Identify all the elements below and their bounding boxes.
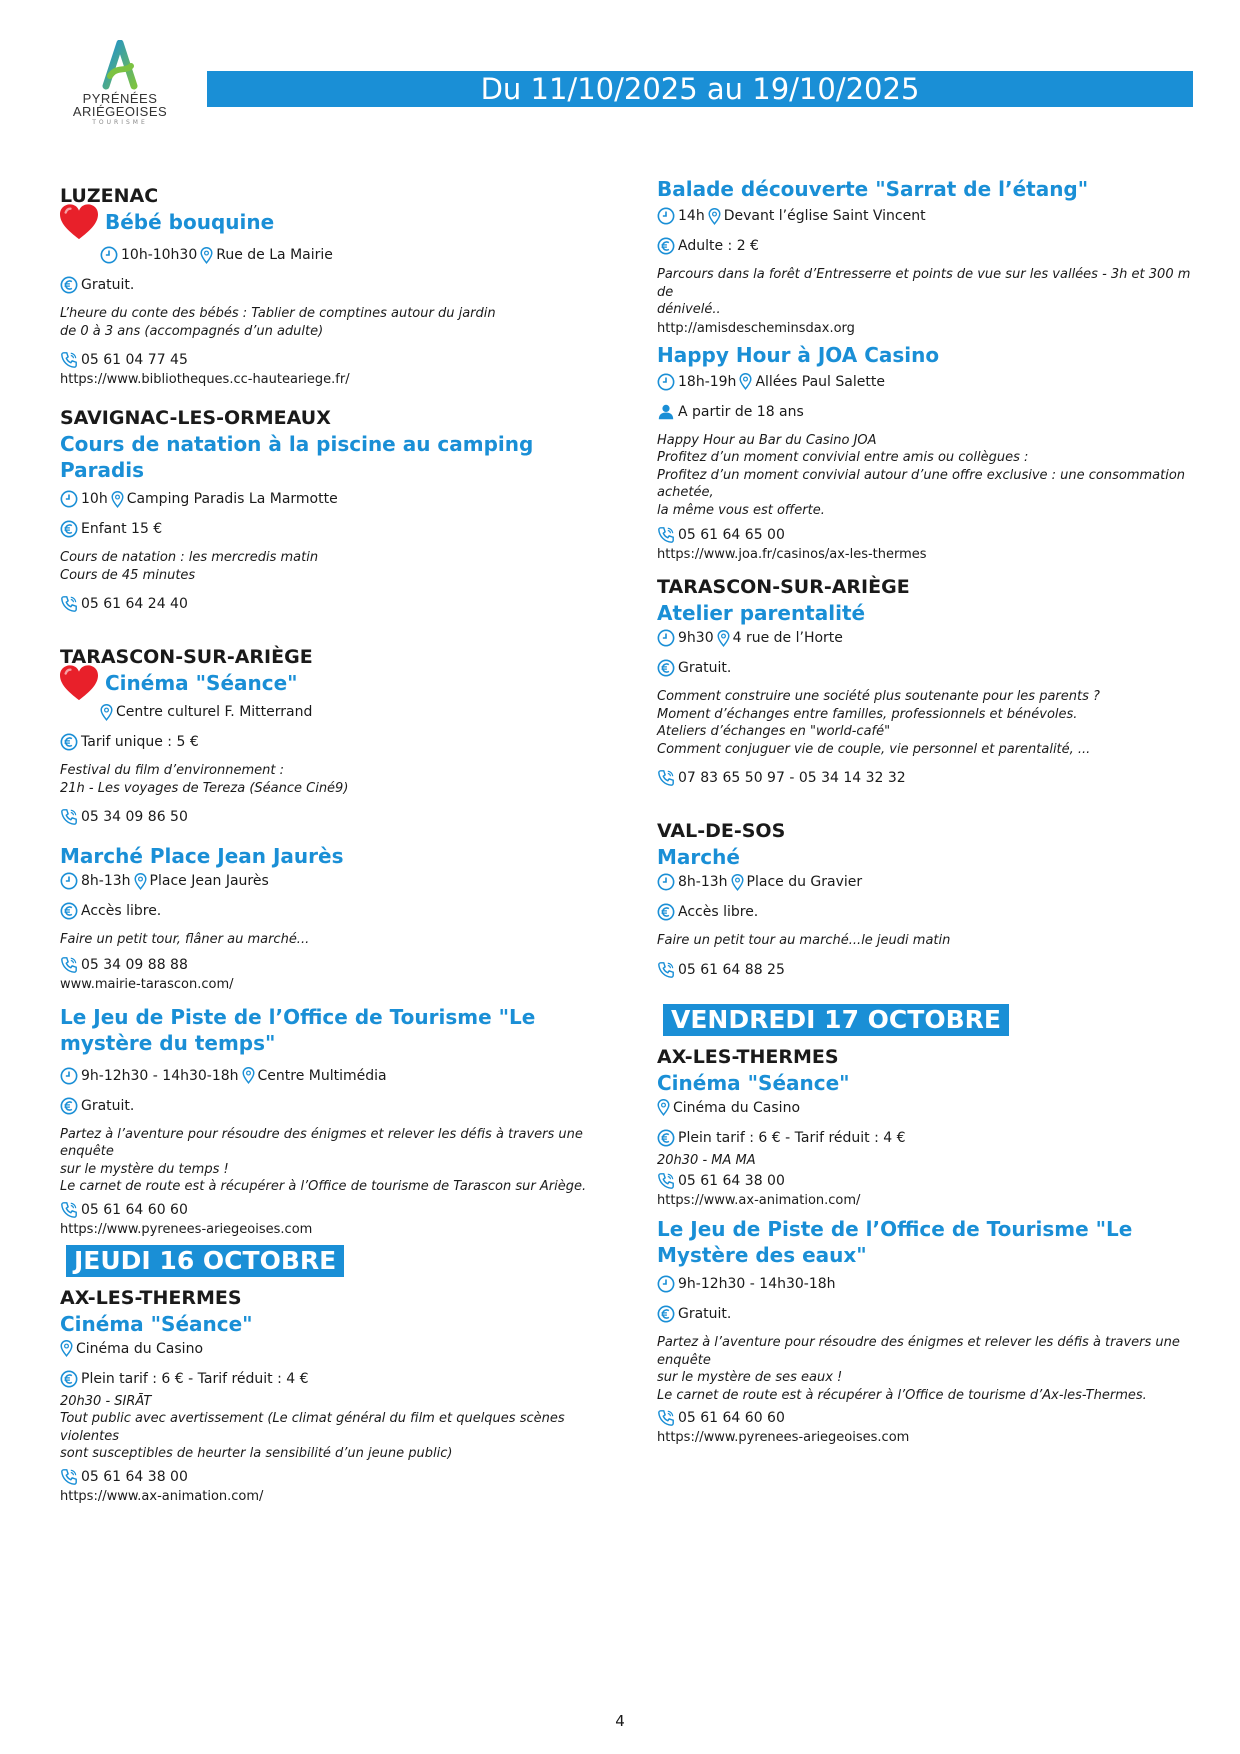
phone-text: 05 61 04 77 45 <box>81 352 188 368</box>
event-phone <box>657 1171 1205 1191</box>
event-description: la même vous est offerte. <box>657 502 825 518</box>
event-time: 10h <box>81 491 108 507</box>
event-place: Devant l’église Saint Vincent <box>723 208 926 224</box>
city-heading: LUZENAC <box>60 185 159 207</box>
phone-icon <box>60 1468 78 1486</box>
euro-icon <box>60 1097 78 1115</box>
event-title: Balade découverte "Sarrat de l’étang" <box>657 177 1089 201</box>
day-banner: JEUDI 16 OCTOBRE <box>66 1245 344 1277</box>
price-text: Tarif unique : 5 € <box>81 734 199 750</box>
clock-icon <box>657 373 675 391</box>
event-price <box>60 1096 608 1116</box>
event-link[interactable]: https://www.pyrenees-ariegeoises.com <box>60 1221 313 1237</box>
phone-text: 05 61 64 38 00 <box>81 1468 188 1485</box>
price-text: Gratuit. <box>81 1097 135 1114</box>
event-time-place <box>60 489 608 509</box>
date-range-banner: Du 11/10/2025 au 19/10/2025 <box>207 71 1193 107</box>
event-link[interactable]: https://www.joa.fr/casinos/ax-les-thermes <box>657 547 927 562</box>
event-description: Comment conjuguer vie de couple, vie personnel et parentalité, ... <box>657 741 1091 757</box>
event-description: Happy Hour au Bar du Casino JOA <box>657 432 877 448</box>
event-title <box>60 670 608 696</box>
page-number: 4 <box>615 1712 625 1730</box>
event-phone <box>60 594 608 614</box>
event-place: Allées Paul Salette <box>755 373 885 390</box>
event-description: Profitez d’un moment convivial entre amis ou collègues : <box>657 450 1029 465</box>
event-description: Profitez d’un moment convivial autour d’une offre exclusive : une consommation achetée, <box>657 467 1186 500</box>
phone-icon <box>60 956 78 974</box>
logo-line3: TOURISME <box>92 119 148 126</box>
price-text: Gratuit. <box>81 277 135 293</box>
euro-icon <box>60 1370 78 1388</box>
event-price <box>60 732 608 752</box>
event-time: 9h30 <box>678 630 714 646</box>
event-description: Partez à l’aventure pour résoudre des énigmes et relever les défis à travers une enquête <box>657 1335 1180 1368</box>
event-place-row <box>60 702 608 722</box>
event-description: Ateliers d’échanges en "world-café" <box>657 724 891 739</box>
event-place-row <box>60 1339 608 1359</box>
event-price <box>657 236 1205 256</box>
city-heading: SAVIGNAC-LES-ORMEAUX <box>60 407 331 429</box>
euro-icon <box>60 733 78 751</box>
location-pin-icon <box>111 490 124 509</box>
event-phone <box>657 768 1205 788</box>
event-phone <box>60 1200 608 1220</box>
day-banner: VENDREDI 17 OCTOBRE <box>663 1004 1009 1036</box>
event-link[interactable]: https://www.bibliotheques.cc-hauteariege.fr/ <box>60 372 350 387</box>
event-link[interactable]: www.mairie-tarascon.com/ <box>60 976 234 992</box>
event-price <box>60 275 608 295</box>
euro-icon <box>60 902 78 920</box>
clock-icon <box>657 873 675 891</box>
event-time-place <box>657 206 1205 226</box>
event-phone <box>60 955 608 975</box>
phone-icon <box>60 351 78 369</box>
price-text: Gratuit. <box>678 1306 732 1322</box>
event-description: 20h30 - MA MA <box>657 1152 756 1168</box>
logo-mark-icon <box>98 40 142 92</box>
clock-icon <box>657 629 675 647</box>
age-text: A partir de 18 ans <box>678 403 804 420</box>
event-price <box>60 1369 608 1389</box>
event-phone <box>60 807 608 827</box>
clock-icon <box>100 246 118 264</box>
clock-icon <box>60 872 78 890</box>
event-description: sur le mystère de ses eaux ! <box>657 1370 843 1385</box>
event-link[interactable]: https://www.pyrenees-ariegeoises.com <box>657 1430 910 1445</box>
event-description: Faire un petit tour, flâner au marché... <box>60 932 310 947</box>
event-description: Tout public avec avertissement (Le climat général du film et quelques scènes violentes <box>60 1411 565 1444</box>
event-title <box>60 209 608 235</box>
event-place: Place Jean Jaurès <box>149 873 269 889</box>
phone-text: 05 61 64 38 00 <box>678 1173 785 1189</box>
event-place: 4 rue de l’Horte <box>732 630 843 646</box>
phone-icon <box>60 595 78 613</box>
event-description: sur le mystère du temps ! <box>60 1161 229 1177</box>
phone-icon <box>60 1201 78 1219</box>
event-time: 18h-19h <box>678 373 737 390</box>
phone-text: 05 34 09 86 50 <box>81 809 188 825</box>
event-description: Festival du film d’environnement : <box>60 763 285 778</box>
phone-text: 05 61 64 60 60 <box>678 1410 785 1426</box>
person-icon <box>657 403 675 421</box>
event-time: 14h <box>678 208 705 224</box>
event-price <box>657 1304 1205 1324</box>
event-place: Place du Gravier <box>746 874 863 890</box>
event-title: Le Jeu de Piste de l’Office de Tourisme "Le mystère du temps" <box>60 1004 536 1055</box>
location-pin-icon <box>200 246 213 265</box>
event-title: Cinéma "Séance" <box>60 1311 253 1336</box>
heart-icon <box>58 203 100 241</box>
event-title: Cinéma "Séance" <box>657 1070 850 1095</box>
event-title: Le Jeu de Piste de l’Office de Tourisme "Le Mystère des eaux" <box>657 1217 1133 1267</box>
event-title-text: Bébé bouquine <box>105 210 275 234</box>
clock-icon <box>657 1275 675 1293</box>
city-heading: VAL-DE-SOS <box>657 820 786 842</box>
event-description: Faire un petit tour au marché...le jeudi matin <box>657 933 951 948</box>
event-time-place <box>60 871 608 891</box>
event-price <box>60 901 608 921</box>
event-phone <box>60 1467 608 1487</box>
euro-icon <box>657 1305 675 1323</box>
event-title: Atelier parentalité <box>657 601 866 625</box>
event-description: sont susceptibles de heurter la sensibilité d’un jeune public) <box>60 1446 453 1461</box>
euro-icon <box>60 276 78 294</box>
event-link[interactable]: http://amisdescheminsdax.org <box>657 320 855 336</box>
clock-icon <box>60 1067 78 1085</box>
event-price <box>657 658 1205 678</box>
euro-icon <box>657 903 675 921</box>
event-description: de 0 à 3 ans (accompagnés d’un adulte) <box>60 323 324 339</box>
location-pin-icon <box>134 872 147 891</box>
location-pin-icon <box>100 703 113 722</box>
event-phone <box>657 1408 1205 1428</box>
event-title-text: Cinéma "Séance" <box>105 671 298 695</box>
phone-text: 05 61 64 88 25 <box>678 961 785 978</box>
phone-text: 05 61 64 65 00 <box>678 527 785 543</box>
euro-icon <box>657 237 675 255</box>
city-heading: TARASCON-SUR-ARIÈGE <box>60 646 313 668</box>
event-time-place <box>657 372 1205 392</box>
event-time-place <box>657 872 1205 892</box>
event-description: Cours de natation : les mercredis matin <box>60 550 319 565</box>
event-place-row <box>657 1098 1205 1118</box>
euro-icon <box>657 1129 675 1147</box>
event-price <box>657 1128 1205 1148</box>
event-description: L’heure du conte des bébés : Tablier de comptines autour du jardin <box>60 306 496 321</box>
event-price <box>60 519 608 539</box>
event-description: 21h - Les voyages de Tereza (Séance Ciné9) <box>60 780 349 796</box>
city-heading: AX-LES-THERMES <box>657 1045 839 1068</box>
event-link[interactable]: https://www.ax-animation.com/ <box>60 1488 264 1504</box>
event-description: Le carnet de route est à récupérer à l’Office de tourisme d’Ax-les-Thermes. <box>657 1387 1147 1403</box>
clock-icon <box>657 207 675 225</box>
price-text: Enfant 15 € <box>81 521 163 537</box>
event-place: Camping Paradis La Marmotte <box>126 491 338 507</box>
event-description: Parcours dans la forêt d’Entresserre et points de vue sur les vallées - 3h et 300 m de <box>657 267 1191 300</box>
price-text: Adulte : 2 € <box>678 238 759 254</box>
event-description: Moment d’échanges entre familles, professionnels et bénévoles. <box>657 706 1078 722</box>
logo-line1: PYRÉNÉES <box>82 91 158 106</box>
clock-icon <box>60 490 78 508</box>
location-pin-icon <box>242 1066 255 1085</box>
event-place: Cinéma du Casino <box>76 1340 204 1357</box>
euro-icon <box>60 520 78 538</box>
event-time-place <box>657 628 1205 648</box>
event-age <box>657 402 1205 422</box>
event-time: 9h-12h30 - 14h30-18h <box>678 1276 836 1292</box>
event-time-place <box>60 245 608 265</box>
city-heading: TARASCON-SUR-ARIÈGE <box>657 576 910 598</box>
phone-icon <box>60 808 78 826</box>
location-pin-icon <box>708 207 721 226</box>
price-text: Gratuit. <box>678 660 732 676</box>
heart-icon <box>58 664 100 702</box>
event-phone <box>657 960 1205 980</box>
location-pin-icon <box>657 1098 670 1117</box>
event-description: Cours de 45 minutes <box>60 567 196 583</box>
event-title: Marché Place Jean Jaurès <box>60 844 344 868</box>
event-price <box>657 902 1205 922</box>
right-column <box>657 176 1205 1447</box>
event-time-place <box>60 1066 608 1086</box>
event-time: 10h-10h30 <box>121 247 198 263</box>
event-title: Happy Hour à JOA Casino <box>657 342 940 367</box>
event-time-row <box>657 1274 1205 1294</box>
event-title: Marché <box>657 845 740 869</box>
phone-icon <box>657 769 675 787</box>
event-link[interactable]: https://www.ax-animation.com/ <box>657 1193 861 1208</box>
left-column <box>60 183 608 1506</box>
location-pin-icon <box>739 372 752 391</box>
phone-icon <box>657 526 675 544</box>
event-place: Centre Multimédia <box>257 1067 387 1084</box>
event-description: Comment construire une société plus soutenante pour les parents ? <box>657 689 1100 704</box>
event-place: Rue de La Mairie <box>216 247 333 263</box>
phone-icon <box>657 1172 675 1190</box>
event-place: Cinéma du Casino <box>673 1099 801 1116</box>
location-pin-icon <box>731 873 744 892</box>
event-phone <box>60 350 608 370</box>
event-phone <box>657 525 1205 545</box>
logo-line2: ARIÉGEOISES <box>72 104 168 119</box>
phone-text: 07 83 65 50 97 - 05 34 14 32 32 <box>678 770 906 786</box>
event-time: 8h-13h <box>678 874 728 890</box>
price-text: Plein tarif : 6 € - Tarif réduit : 4 € <box>81 1370 309 1387</box>
event-description: Le carnet de route est à récupérer à l’Office de tourisme de Tarascon sur Ariège. <box>60 1179 587 1194</box>
price-text: Plein tarif : 6 € - Tarif réduit : 4 € <box>678 1129 906 1146</box>
event-time: 8h-13h <box>81 873 131 889</box>
phone-text: 05 61 64 24 40 <box>81 596 188 612</box>
price-text: Accès libre. <box>678 904 759 920</box>
logo <box>72 40 168 128</box>
location-pin-icon <box>717 629 730 648</box>
phone-icon <box>657 961 675 979</box>
euro-icon <box>657 659 675 677</box>
city-heading: AX-LES-THERMES <box>60 1286 242 1309</box>
event-description: dénivelé.. <box>657 302 721 317</box>
phone-text: 05 61 64 60 60 <box>81 1201 188 1218</box>
event-time: 9h-12h30 - 14h30-18h <box>81 1067 239 1084</box>
event-description: Partez à l’aventure pour résoudre des énigmes et relever les défis à travers une enquête <box>60 1126 583 1159</box>
event-description: 20h30 - SIRĀT <box>60 1393 152 1409</box>
price-text: Accès libre. <box>81 903 162 919</box>
location-pin-icon <box>60 1339 73 1358</box>
phone-text: 05 34 09 88 88 <box>81 956 188 973</box>
phone-icon <box>657 1409 675 1427</box>
event-title: Cours de natation à la piscine au camping Paradis <box>60 432 534 482</box>
event-place: Centre culturel F. Mitterrand <box>116 704 313 720</box>
